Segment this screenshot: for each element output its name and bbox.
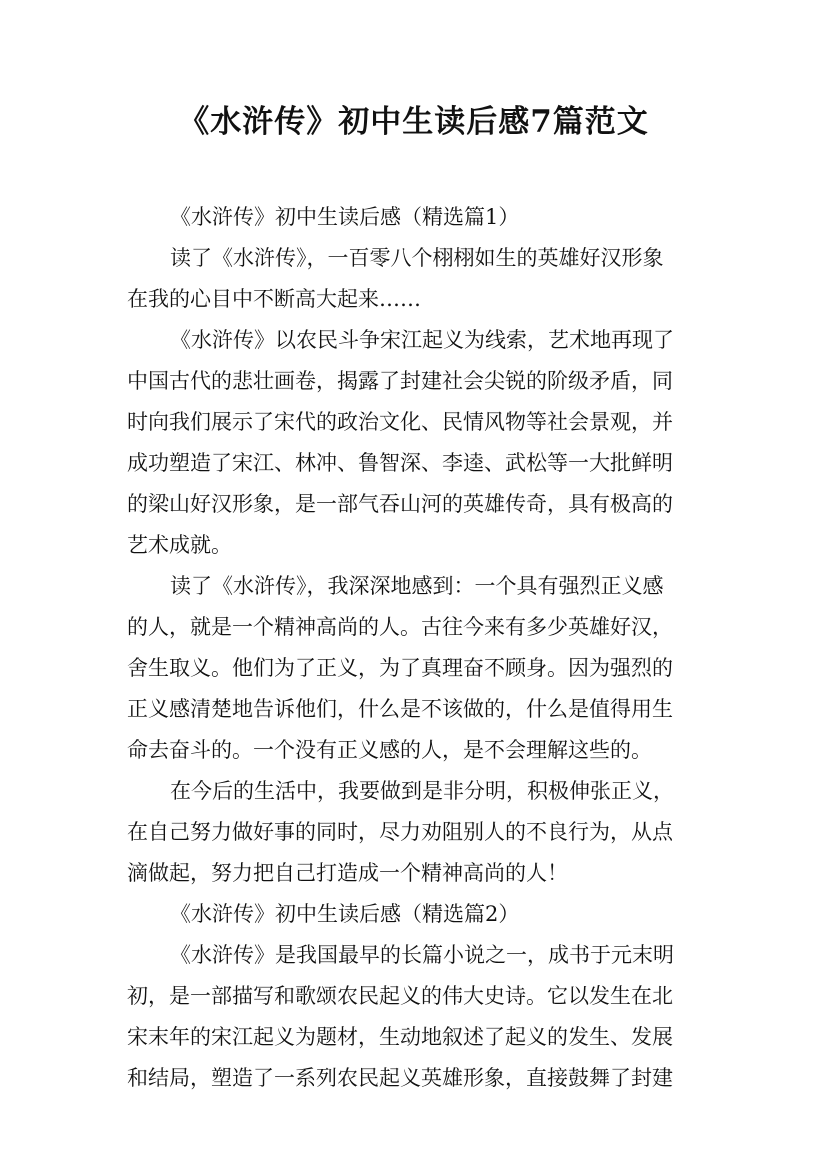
section-heading-1: 《水浒传》初中生读后感（精选篇1） xyxy=(170,205,520,229)
text-line: 的人，就是一个精神高尚的人。古往今来有多少英雄好汉， xyxy=(127,615,673,639)
text-line: 正义感清楚地告诉他们，什么是不该做的，什么是值得用生 xyxy=(127,697,673,721)
text-line: 的梁山好汉形象，是一部气吞山河的英雄传奇，具有极高的 xyxy=(127,492,673,516)
text-line: 《水浒传》是我国最早的长篇小说之一，成书于元末明 xyxy=(170,943,674,967)
text-line: 读了《水浒传》，我深深地感到：一个具有强烈正义感 xyxy=(170,574,664,598)
text-line: 滴做起，努力把自己打造成一个精神高尚的人！ xyxy=(127,861,568,885)
text-line: 舍生取义。他们为了正义，为了真理奋不顾身。因为强烈的 xyxy=(127,656,673,680)
document-title: 《水浒传》初中生读后感7篇范文 xyxy=(178,104,649,140)
text-line: 和结局，塑造了一系列农民起义英雄形象，直接鼓舞了封建 xyxy=(127,1066,673,1090)
text-line: 在今后的生活中，我要做到是非分明，积极伸张正义， xyxy=(170,779,674,803)
text-line: 成功塑造了宋江、林冲、鲁智深、李逵、武松等一大批鲜明 xyxy=(127,451,673,475)
text-line: 中国古代的悲壮画卷，揭露了封建社会尖锐的阶级矛盾，同 xyxy=(127,369,673,393)
text-line: 时向我们展示了宋代的政治文化、民情风物等社会景观，并 xyxy=(127,410,673,434)
text-line: 命去奋斗的。一个没有正义感的人，是不会理解这些的。 xyxy=(127,738,652,762)
text-line: 在自己努力做好事的同时，尽力劝阻别人的不良行为，从点 xyxy=(127,820,673,844)
text-line: 在我的心目中不断高大起来…… xyxy=(127,287,421,311)
text-line: 艺术成就。 xyxy=(127,533,232,557)
text-line: 《水浒传》以农民斗争宋江起义为线索，艺术地再现了 xyxy=(170,328,674,352)
text-line: 读了《水浒传》，一百零八个栩栩如生的英雄好汉形象 xyxy=(170,246,664,270)
text-line: 宋末年的宋江起义为题材，生动地叙述了起义的发生、发展 xyxy=(127,1025,673,1049)
section-heading-2: 《水浒传》初中生读后感（精选篇2） xyxy=(170,902,520,926)
document-body xyxy=(127,197,707,1099)
text-line: 初，是一部描写和歌颂农民起义的伟大史诗。它以发生在北 xyxy=(127,984,673,1008)
